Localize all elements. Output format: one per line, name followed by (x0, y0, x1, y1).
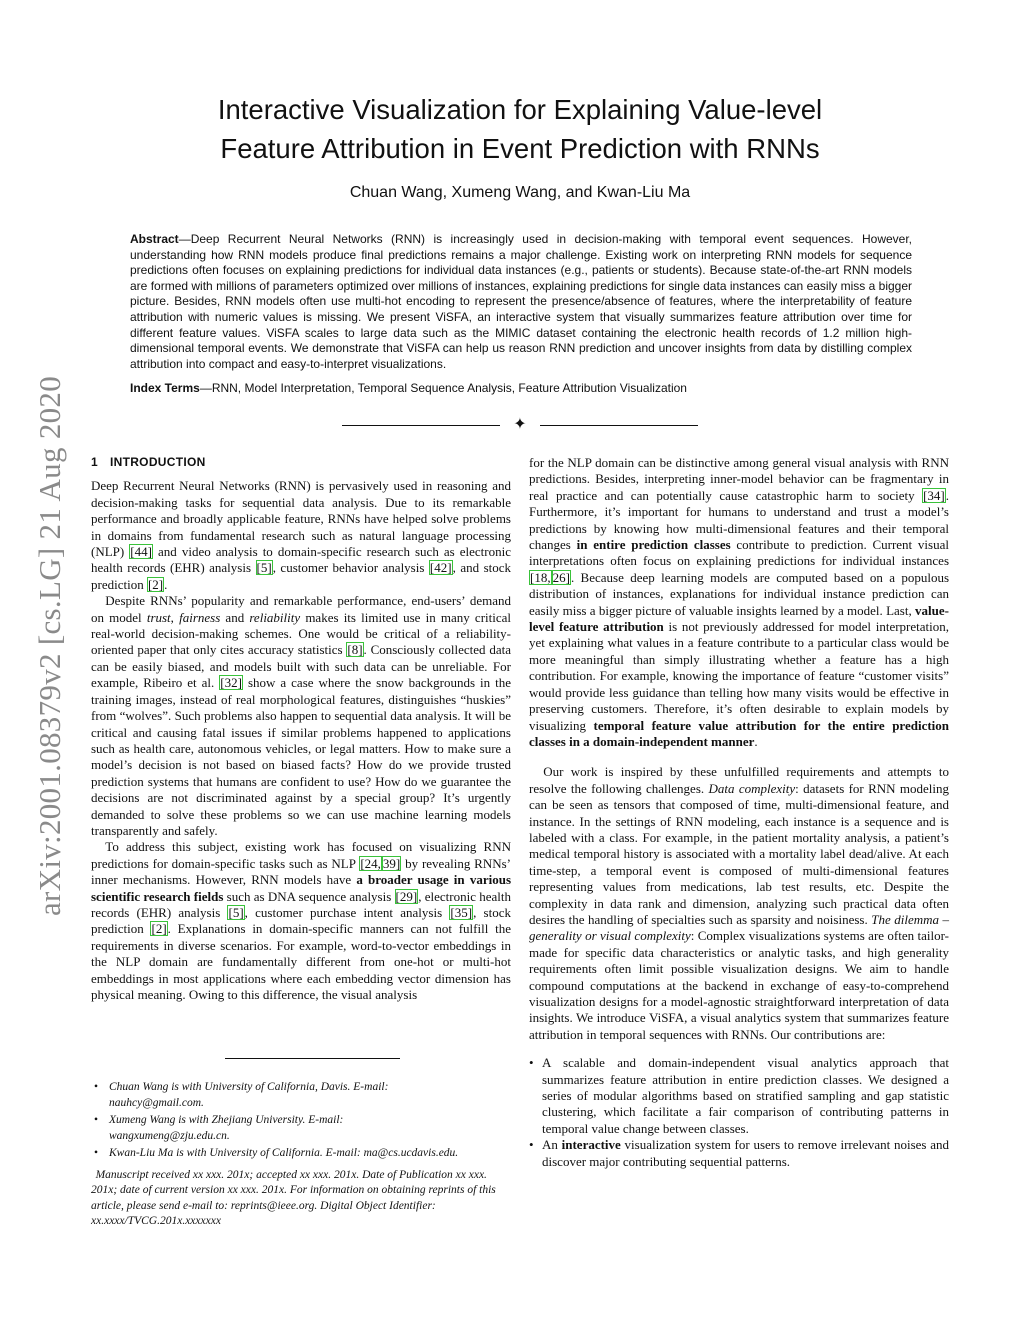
citation-link[interactable]: [32] (220, 675, 242, 691)
citation-link[interactable]: [18, (530, 569, 551, 585)
left-column (91, 454, 511, 1003)
citation-link[interactable]: 26] (552, 569, 570, 585)
manuscript-note: Manuscript received xx xxx. 201x; accepted xx xxx. 201x. Date of Publication xx xxx. 201x; date of current version xx xxx. 201x. For information on obtaining reprints of this article, please send e-mail to: reprints@ieee.org. Digital Object Identifier: xx.xxxx/TVCG.201x.xxxxxxx (91, 1168, 496, 1227)
intro-paragraph-1: Deep Recurrent Neural Networks (RNN) is pervasively used in reasoning and decision-making tasks for sequential data analysis. Due to its remarkable performance and broadly applicable feature, RNNs have helped solve problems in domains from fundamental research such as natural language processing (NLP) [44] and video analysis to domain-specific research such as electronic health records (EHR) analysis [5], customer behavior analysis [42], and stock prediction [2]. (91, 478, 512, 592)
citation-link[interactable]: 39] (382, 855, 401, 871)
abstract-text: —Deep Recurrent Neural Networks (RNN) is increasingly used in decision-making with temporal event sequences. However, understanding how RNN models produce final predictions remains a major challenge. Existing work on interpreting RNN models for sequence predictions often focuses on explaining predictions for individual data instances (e.g., patients or students). Because state-of-the-art RNN models are formed with millions of parameters optimized over millions of instances, explaining predictions for single data instances can easily miss a bigger picture. Besides, RNN models often use multi-hot encoding to represent the presence/absence of features, where the interpretability of feature attribution with numeric values is missing. We present ViSFA, an interactive system that visually summarizes feature attribution over time for different feature values. ViSFA scales to large data such as the MIMIC dataset containing the electronic health records of 1.2 million high-dimensional temporal events. We demonstrate that ViSFA can help us reason RNN prediction and uncover insights from data by distilling complex attribution into compact and easy-to-interpret visualizations. (130, 232, 912, 371)
author-list: Chuan Wang, Xumeng Wang, and Kwan-Liu Ma (349, 184, 691, 201)
citation-link[interactable]: [35] (450, 904, 473, 920)
separator-line-right (540, 425, 698, 426)
index-terms (130, 381, 912, 395)
citation-link[interactable]: [8] (347, 642, 363, 658)
intro-paragraph-2: Despite RNNs’ popularity and remarkable performance, end-users’ demand on model trust, fairness and reliability makes its limited use in many critical real-world decision-making schemes. One would be critical of a reliability-oriented paper that only cites accuracy statistics [8]. Consciously collected data can be easily biased, and models built with such data can be unreliable. For example, Ribeiro et al. [32] show a case where the snow backgrounds in the training images, instead of real morphological features, distinguishes “huskies” from “wolves”. Such problems also happen to sequential data analysis. It will be critical and causing fatal issues if similar problems happened to applications such as health care, autonomous vehicles, or legal matters. How to make sure a model’s decision is not based on biased facts? How do we provide trusted prediction systems that humans are confident to use? How do we guarantee the decisions are not discriminated against by a special group? It’s urgently demanded to solve these problems so we can use machine learning models transparently and safely. (91, 593, 512, 838)
footnote-divider (225, 1058, 400, 1059)
abstract (130, 232, 912, 372)
contribution-item: • A scalable and domain-independent visual analytics approach that summarizes feature attribution in entire prediction classes. We designed a series of modular algorithms based on stratified sampling and gap statistic clustering, which facilitate a fair comparison of contributing patterns in temporal value change between classes. (529, 1055, 949, 1136)
intro-paragraph-3: To address this subject, existing work has focused on visualizing RNN predictions for domain-specific tasks such as NLP [24, 39] by revealing RNNs’ inner mechanisms. However, RNN models have a broader usage in various scientific research fields such as DNA sequence analysis [29], electronic health records (EHR) analysis [5], customer purchase intent analysis [35], stock prediction [2]. Explanations in domain-specific manners can not fulfill the requirements in diverse scenarios. For example, word-to-vector embeddings in the NLP domain are fundamentally different from one-hot or multi-hot embeddings in most applications where each embedding vector dimension has physical meaning. Owing to this difference, the visual analysis (91, 839, 512, 1002)
citation-link[interactable]: [2] (147, 576, 164, 592)
intro-paragraph-4: for the NLP domain can be distinctive among general visual analysis with RNN predictions. Besides, interpreting inner-model behavior can be fragmentary in real practice and can potentially cause catastrophic harm to society [34]. Furthermore, it’s important for humans to understand and trust a model’s predictions by knowing how multi-dimensional features and their temporal changes in entire prediction classes contribute to prediction. Current visual interpretations often focus on explaining predictions for individual instances [18, 26]. Because deep learning models are computed based on a populous distribution of instances, explanations for individual instance prediction can easily miss a bigger picture of valuable insights learned by a model. Last, value-level feature attribution is not previously addressed for model interpretation, yet explaining what values in a feature contribute to a particular class would be more meaningful than simply illustrating whether a feature has a high contribution. For example, knowing the importance of feature “customer visits” would provide less guidance than telling how many visits would be effective in preserving customers. Therefore, it’s often desirable to explain models by visualizing temporal feature value attribution for the entire prediction classes in a domain-independent manner. (529, 455, 950, 749)
title-line-2: Feature Attribution in Event Prediction with RNNs (220, 133, 820, 164)
section-separator (342, 418, 698, 432)
arxiv-identifier: arXiv:2001.08379v2 [cs.LG] 21 Aug 2020 (32, 375, 68, 917)
intro-paragraph-5: Our work is inspired by these unfulfilled requirements and attempts to resolve the following challenges. Data complexity: datasets for RNN modeling can be seen as tensors that composed of time, multi-dimensional feature, and instance. In the settings of RNN modeling, each instance is a sequence and is labeled with a class. For example, in the patient mortality analysis, a patient’s medical temporal history is associated with a mortality label dead/alive. At each time-step, a temporal event is composed of multi-dimensional features representing values from medications, lab test results, etc. Despite the complexity in data rank and dimension, analyzing such practical data often desires the handling of specialties such as sparsity and noisiness. The dilemma – generality or visual complexity: Complex visualizations systems are often tailor-made for specific data characteristics or analytic tasks, and high generality requirements often limit possible visualization designs. We aim to handle compound computations at the backend in exchange of easy-to-comprehend visualization designs for a model-agnostic straightforward interpretation of data insights. We introduce ViSFA, a visual analytics system that summarizes feature attribution in temporal sequences with RNNs. Our contributions are: (529, 764, 949, 1042)
citation-link[interactable]: [2] (151, 921, 167, 937)
footnote-item: • Chuan Wang is with University of California, Davis. E-mail: nauhcy@gmail.com. (94, 1081, 389, 1109)
section-title: INTRODUCTION (109, 455, 206, 469)
contribution-list (529, 1055, 949, 1170)
citation-link[interactable]: [5] (256, 560, 272, 576)
separator-diamond-icon: ✦ (513, 416, 527, 433)
footnote-item: • Xumeng Wang is with Zhejiang University. E-mail: wangxumeng@zju.edu.cn. (94, 1114, 344, 1142)
index-terms-text: —RNN, Model Interpretation, Temporal Sequence Analysis, Feature Attribution Visualization (199, 381, 687, 395)
citation-link[interactable]: [34] (923, 487, 945, 503)
citation-link[interactable]: [42] (429, 560, 452, 576)
citation-link[interactable]: [24, (360, 855, 381, 871)
citation-link[interactable]: [5] (228, 904, 244, 920)
footnote-item: • Kwan-Liu Ma is with University of California. E-mail: ma@cs.ucdavis.edu. (94, 1147, 459, 1159)
title-line-1: Interactive Visualization for Explaining Value-level (217, 94, 823, 125)
section-number: 1 (91, 455, 98, 469)
separator-line-left (342, 425, 500, 426)
index-terms-label: Index Terms (130, 381, 200, 395)
abstract-label: Abstract (130, 232, 179, 246)
right-column (529, 455, 949, 1170)
citation-link[interactable]: [29] (395, 888, 418, 904)
contribution-item: • An interactive visualization system for users to remove irrelevant noises and discover major contributing sequential patterns. (529, 1137, 949, 1169)
footnotes (91, 1080, 511, 1230)
paper-title (130, 90, 910, 168)
section-heading (91, 454, 511, 470)
citation-link[interactable]: [44] (130, 544, 152, 560)
